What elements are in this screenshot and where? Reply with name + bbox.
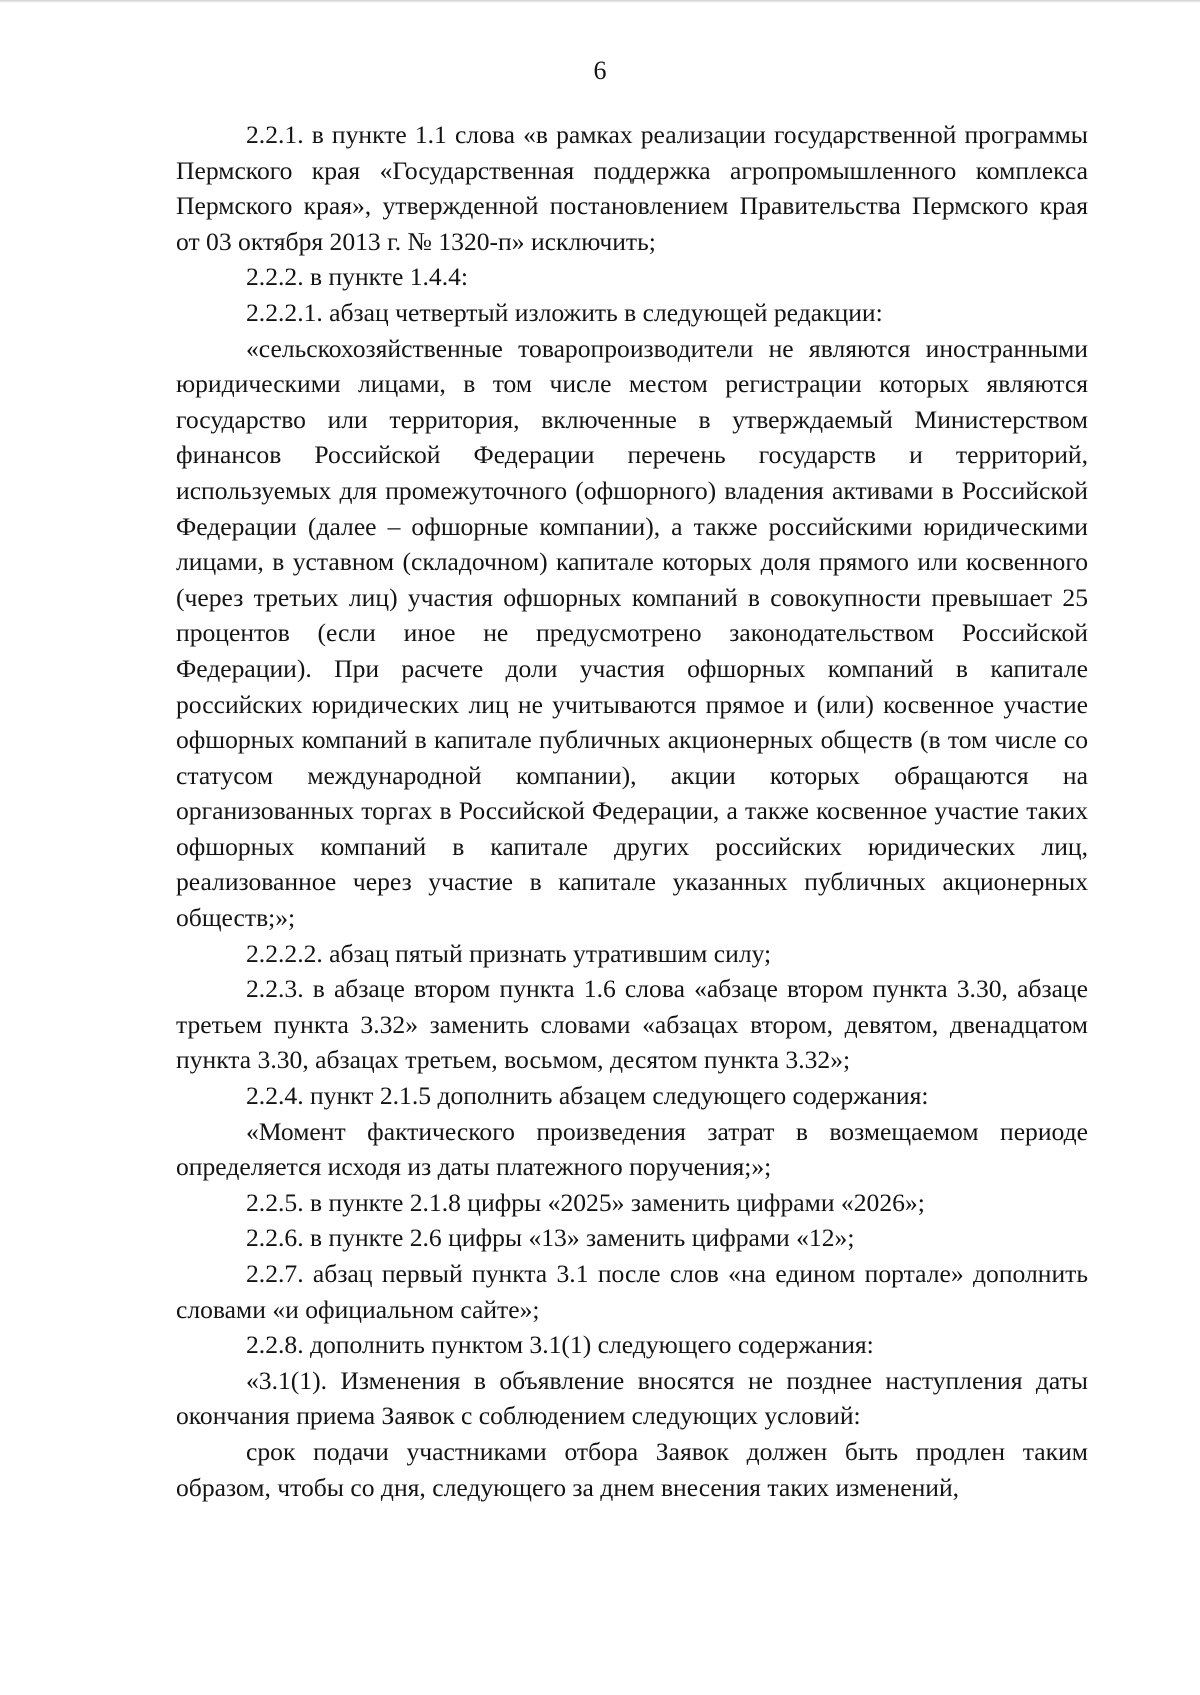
paragraph-2-2-5: 2.2.5. в пункте 2.1.8 цифры «2025» заменить цифрами «2026»; (246, 1187, 925, 1217)
scan-top-edge (0, 0, 1200, 3)
paragraph-2-2-2-2: 2.2.2.2. абзац пятый признать утратившим силу; (246, 938, 772, 968)
paragraph-2-2-2-1: 2.2.2.1. абзац четвертый изложить в следующей редакции: (246, 297, 883, 327)
paragraph-2-2-7: 2.2.7. абзац первый пункта 3.1 после слов «на едином портале» дополнить словами «и официальном сайте»; (176, 1259, 1088, 1324)
paragraph-2-2-4: 2.2.4. пункт 2.1.5 дополнить абзацем следующего содержания: (246, 1081, 929, 1111)
document-body (176, 117, 1088, 1505)
paragraph-quote-offshore: «сельскохозяйственные товаропроизводители не являются иностранными юридическими лицами, в том числе местом регистрации которых являются государство или территория, включенные в утверждаемый Министерством финансов Российской Федерации перечень государств и территорий, используемых для промежуточного (офшорного) владения активами в Российской Федерации (далее – офшорные компании), а также российскими юридическими лицами, в уставном (складочном) капитале которых доля прямого или косвенного (через третьих лиц) участия офшорных компаний в совокупности превышает 25 процентов (если иное не предусмотрено законодательством Российской Федерации). При расчете доли участия офшорных компаний в капитале российских юридических лиц не учитываются прямое и (или) косвенное участие офшорных компаний в капитале публичных акционерных обществ (в том числе со статусом международной компании), акции которых обращаются на организованных торгах в Российской Федерации, а также косвенное участие таких офшорных компаний в капитале других российских юридических лиц, реализованное через участие в капитале указанных публичных акционерных обществ;»; (176, 333, 1088, 933)
paragraph-quote-payment: «Момент фактического произведения затрат в возмещаемом периоде определяется исходя из даты платежного поручения;»; (176, 1116, 1088, 1182)
paragraph-deadline: срок подачи участниками отбора Заявок должен быть продлен таким образом, чтобы со дня, следующего за днем внесения таких изменений, (176, 1436, 1088, 1502)
paragraph-2-2-1: 2.2.1. в пункте 1.1 слова «в рамках реализации государственной программы Пермского края «Государственная поддержка агропромышленного комплекса Пермского края», утвержденной постановлением Правительства Пермского края от 03 октября 2013 г. № 1320-п» исключить; (176, 120, 1088, 256)
page-number: 6 (593, 56, 607, 85)
paragraph-3-1-1: «3.1(1). Изменения в объявление вносятся не позднее наступления даты окончания приема Заявок с соблюдением следующих условий: (176, 1365, 1088, 1431)
paragraph-2-2-6: 2.2.6. в пункте 2.6 цифры «13» заменить цифрами «12»; (246, 1223, 855, 1253)
paragraph-2-2-8: 2.2.8. дополнить пунктом 3.1(1) следующего содержания: (246, 1330, 874, 1360)
paragraph-2-2-2: 2.2.2. в пункте 1.4.4: (246, 262, 468, 292)
paragraph-2-2-3: 2.2.3. в абзаце втором пункта 1.6 слова «абзаце втором пункта 3.30, абзаце третьем пункта 3.32» заменить словами «абзацах втором, девятом, двенадцатом пункта 3.30, абзацах третьем, восьмом, десятом пункта 3.32»; (176, 974, 1088, 1075)
